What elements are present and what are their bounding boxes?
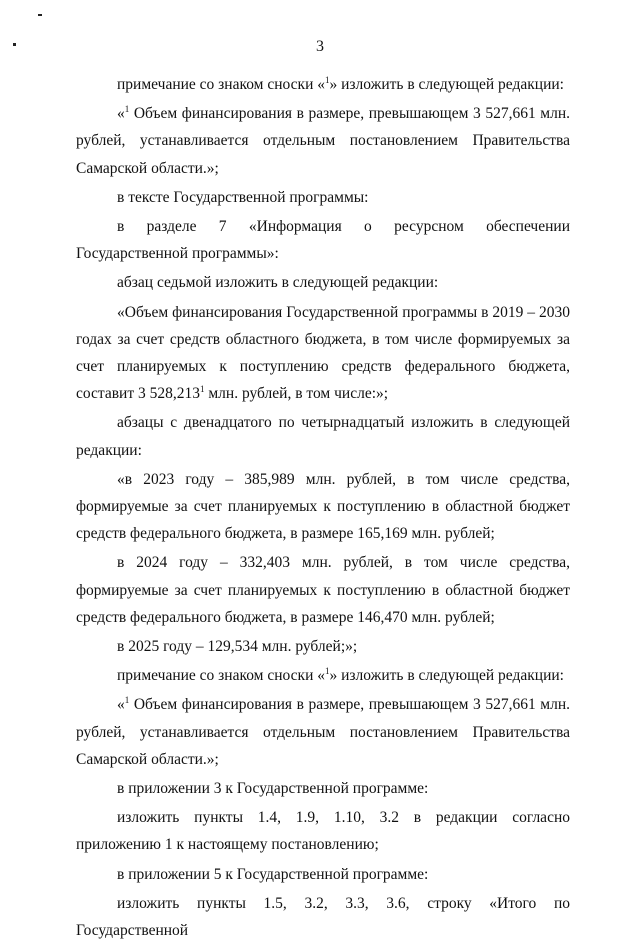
document-body bbox=[76, 71, 570, 946]
paragraph: изложить пункты 1.4, 1.9, 1.10, 3.2 в редакции согласно приложению 1 к настоящему постановлению; bbox=[76, 809, 570, 854]
paragraph: «$^1$ Объем финансирования в размере, превышающем 3 527,661 млн. рублей, устанавливается отдельным постановлением Правительства Самарской области.»; bbox=[76, 104, 570, 177]
paragraph: в 2025 году – 129,534 млн. рублей;»; bbox=[117, 638, 358, 656]
paragraph: примечание со знаком сноски «$^1$» изложить в следующей редакции: bbox=[117, 666, 564, 685]
paragraph: «в 2023 году – 385,989 млн. рублей, в том числе средства, формируемые за счет планируемых к поступлению в областной бюджет средств федерального бюджета, в размере 165,169 млн. рублей; bbox=[76, 470, 570, 543]
paragraph: изложить пункты 1.5, 3.2, 3.3, 3.6, строку «Итого по Государственной bbox=[76, 894, 570, 940]
paragraph: в тексте Государственной программы: bbox=[117, 188, 369, 206]
paragraph: в приложении 3 к Государственной программе: bbox=[117, 780, 429, 798]
scan-mark-top bbox=[38, 14, 42, 16]
paragraph: «$^1$ Объем финансирования в размере, превышающем 3 527,661 млн. рублей, устанавливается отдельным постановлением Правительства Самарской области.»; bbox=[76, 695, 570, 768]
paragraph: в 2024 году – 332,403 млн. рублей, в том числе средства, формируемые за счет планируемых к поступлению в областной бюджет средств федерального бюджета, в размере 146,470 млн. рублей; bbox=[76, 554, 570, 626]
paragraph: примечание со знаком сноски «$^1$» изложить в следующей редакции: bbox=[117, 75, 564, 93]
paragraph: в приложении 5 к Государственной программе: bbox=[117, 865, 429, 883]
paragraph: абзац седьмой изложить в следующей редакции: bbox=[117, 274, 439, 292]
paragraph: абзацы с двенадцатого по четырнадцатый изложить в следующей редакции: bbox=[76, 414, 570, 459]
paragraph: «Объем финансирования Государственной программы в 2019 – 2030 годах за счет средств областного бюджета, в том числе формируемых за счет планируемых к поступлению средств федерального бюджета, составит 3 528,213$^1$ млн. рублей, в том числе:»; bbox=[76, 303, 570, 403]
paragraph: в разделе 7 «Информация о ресурсном обеспечении Государственной программы»: bbox=[76, 218, 570, 263]
page-number: 3 bbox=[316, 38, 324, 55]
